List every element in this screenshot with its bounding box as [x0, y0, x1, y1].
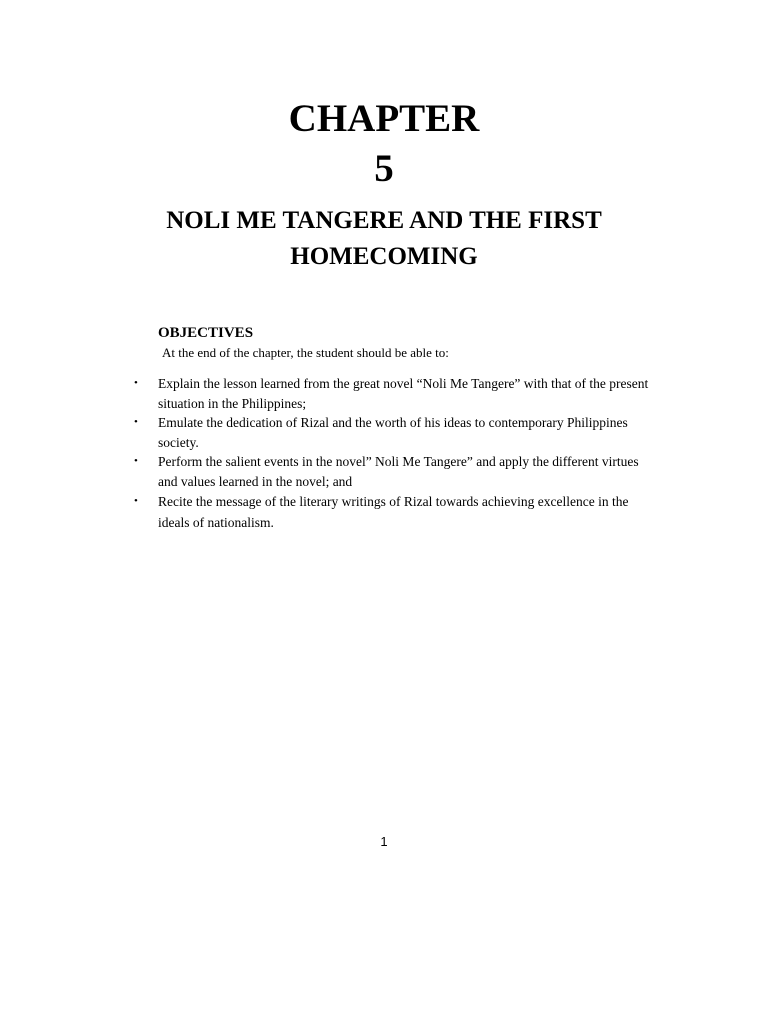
objective-text: Recite the message of the literary writings of Rizal towards achieving excellence in the ideals of nationalism.	[158, 494, 629, 530]
page-number: 1	[380, 834, 388, 849]
objectives-intro: At the end of the chapter, the student should be able to:	[162, 345, 449, 360]
chapter-title: NOLI ME TANGERE AND THE FIRST HOMECOMING	[166, 207, 602, 270]
objective-text: Perform the salient events in the novel” Noli Me Tangere” and apply the different virtues and values learned in the novel; and	[158, 454, 639, 489]
objective-text: Emulate the dedication of Rizal and the worth of his ideas to contemporary Philippines society.	[158, 415, 628, 450]
list-item	[134, 491, 654, 533]
list-item	[134, 452, 654, 491]
bullet-icon: •	[134, 495, 138, 507]
objectives-heading: OBJECTIVES	[158, 325, 254, 341]
chapter-label: CHAPTER	[288, 97, 480, 140]
list-item	[134, 413, 654, 452]
objective-text: Explain the lesson learned from the great novel “Noli Me Tangere” with that of the present situation in the Philippines;	[158, 376, 649, 411]
objectives-list	[134, 374, 654, 533]
bullet-icon: •	[134, 416, 138, 428]
bullet-icon: •	[134, 377, 138, 389]
list-item	[134, 374, 654, 413]
chapter-heading	[0, 94, 768, 194]
chapter-number: 5	[374, 147, 394, 190]
bullet-icon: •	[134, 455, 138, 467]
